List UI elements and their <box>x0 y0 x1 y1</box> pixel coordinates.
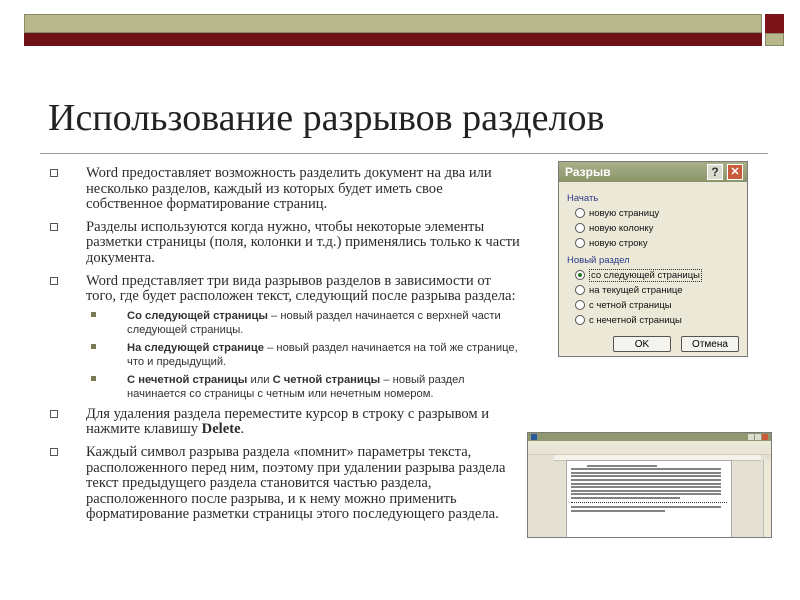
radio-new-line[interactable] <box>575 238 648 249</box>
radio-continuous[interactable] <box>575 285 683 296</box>
dialog-title: Разрыв <box>565 165 611 179</box>
bullet-marker-icon <box>50 277 58 285</box>
radio-odd-page[interactable] <box>575 315 682 326</box>
subbullet-1-bold: Со следующей страницы <box>127 309 268 322</box>
radio-next-page-label: со следующей страницы <box>591 270 700 281</box>
radio-icon <box>575 223 585 233</box>
cancel-button[interactable]: Отмена <box>681 336 739 352</box>
bullet-4-text: Для удаления раздела переместите курсор в строку с разрывом и нажмите клавишу <box>86 405 490 438</box>
radio-new-page-label: новую страницу <box>589 208 660 219</box>
header-bar-red <box>24 33 762 46</box>
bullet-3-text: Word представляет три вида разрывов разделов в зависимости от того, где будет расположен текст, следующий после разрыва раздела: <box>86 272 516 305</box>
radio-icon <box>575 208 585 218</box>
word-scrollbar <box>763 460 771 538</box>
subbullet-marker-icon <box>91 312 96 317</box>
bullet-4-end: . <box>240 421 245 438</box>
close-icon <box>762 434 768 440</box>
subbullet-2 <box>50 341 520 369</box>
radio-new-line-label: новую строку <box>589 238 648 249</box>
bullet-2-text: Разделы используются когда нужно, чтобы некоторые элементы разметки страницы (поля, колонки и т.д.) применялись только к части документа. <box>86 218 520 266</box>
radio-new-page[interactable] <box>575 208 659 219</box>
word-window-thumbnail <box>527 432 772 538</box>
word-titlebar <box>528 433 771 441</box>
subbullet-3 <box>50 373 520 401</box>
subbullet-3-text: – новый раздел начинается со страницы с четным или нечетным номером. <box>127 373 465 400</box>
bullet-marker-icon <box>50 223 58 231</box>
bullet-3 <box>50 274 520 305</box>
radio-continuous-label: на текущей странице <box>589 285 683 296</box>
radio-odd-page-label: с нечетной страницы <box>589 315 682 326</box>
radio-even-page-label: с четной страницы <box>589 300 672 311</box>
group-section-label: Новый раздел <box>567 255 630 266</box>
subbullet-marker-icon <box>91 376 96 381</box>
corner-square-olive <box>765 33 784 46</box>
close-icon[interactable]: ✕ <box>727 164 743 180</box>
subbullet-marker-icon <box>91 344 96 349</box>
radio-even-page[interactable] <box>575 300 672 311</box>
slide-title: Использование разрывов разделов <box>48 97 605 139</box>
help-icon[interactable]: ? <box>707 164 723 180</box>
header-bar-olive <box>24 14 762 33</box>
dialog-titlebar <box>559 162 747 182</box>
subbullet-3-bold2: С четной страницы <box>272 373 381 386</box>
corner-square-red <box>765 14 784 33</box>
subbullet-1-text: – новый раздел начинается с верхней части следующей страницы. <box>127 309 501 336</box>
bullet-2 <box>50 220 520 267</box>
bullet-marker-icon <box>50 448 58 456</box>
radio-icon <box>575 300 585 310</box>
subbullet-2-text: – новый раздел начинается на той же странице, что и предыдущий. <box>127 341 518 368</box>
slide-content <box>50 166 520 530</box>
bullet-5 <box>50 445 516 523</box>
bullet-1 <box>50 166 520 213</box>
bullet-marker-icon <box>50 169 58 177</box>
word-app-icon <box>531 434 537 440</box>
bullet-4-key: Delete <box>201 421 241 438</box>
ok-button[interactable]: OK <box>613 336 671 352</box>
bullet-4 <box>50 407 520 438</box>
break-dialog <box>558 161 748 357</box>
bullet-1-text: Word предоставляет возможность разделить документ на два или несколько разделов, каждый из которых будет иметь свое собственное форматирование страниц. <box>86 165 492 213</box>
radio-selected-icon <box>575 270 585 280</box>
subbullet-3-bold: С нечетной страницы <box>127 373 248 386</box>
word-toolbar <box>528 447 771 455</box>
subbullet-2-bold: На следующей странице <box>127 341 264 354</box>
bullet-marker-icon <box>50 410 58 418</box>
title-divider <box>40 153 768 154</box>
radio-next-page[interactable] <box>575 270 702 281</box>
bullet-5-text: Каждый символ разрыва раздела «помнит» параметры текста, расположенного перед ним, поэтому при удалении разрыва раздела текст предыдущего раздела становится частью раздела, расположенного после разрыва, и к нему можно применить форматирование разметки страницы этого последующего раздела. <box>86 443 506 523</box>
radio-new-column[interactable] <box>575 223 653 234</box>
minimize-icon <box>748 434 754 440</box>
maximize-icon <box>755 434 761 440</box>
subbullet-3-mid: или <box>247 373 273 386</box>
group-start-label: Начать <box>567 193 599 204</box>
word-document-page <box>566 460 732 538</box>
radio-icon <box>575 238 585 248</box>
subbullet-1 <box>50 309 520 337</box>
radio-new-column-label: новую колонку <box>589 223 654 234</box>
radio-icon <box>575 285 585 295</box>
radio-icon <box>575 315 585 325</box>
